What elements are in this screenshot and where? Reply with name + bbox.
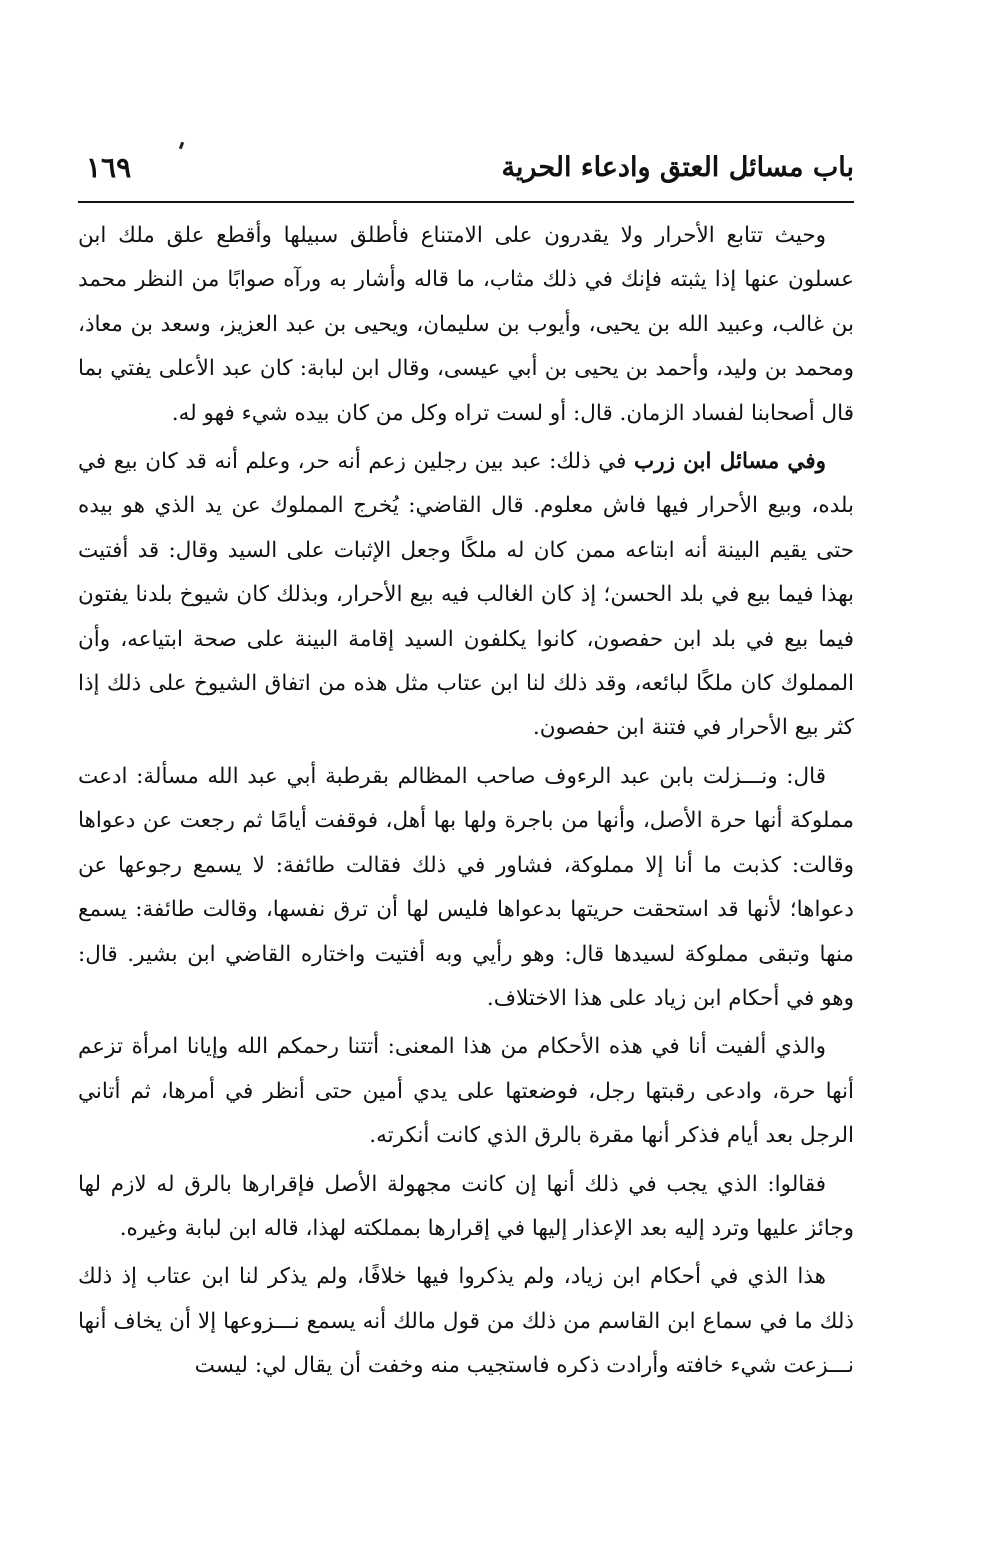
body-text xyxy=(78,214,854,1393)
paragraph-2 xyxy=(78,440,854,751)
paragraph-2-text: في ذلك: عبد بين رجلين زعم أنه حر، وعلم أنه قد كان بيع في بلده، وبيع الأحرار فيها فاش معلوم. قال القاضي: يُخرج المملوك عن يد الذي هو بيده حتى يقيم البينة أنه ابتاعه ممن كان له ملكًا وجعل الإثبات على السيد وقال: قد أفتيت بهذا فيما بيع في بلد الحسن؛ إذ كان الغالب فيه بيع الأحرار، وبذلك كان شيوخ بلدنا يفتون فيما بيع في بلد ابن حفصون، كانوا يكلفون السيد إقامة البينة على صحة ابتياعه، وأن المملوك كان ملكًا لبائعه، وقد ذلك لنا ابن عتاب مثل هذه من اتفاق الشيوخ على ذلك إذا كثر بيع الأحرار في فتنة ابن حفصون. xyxy=(78,449,854,741)
paragraph-4 xyxy=(78,1025,854,1158)
paragraph-3 xyxy=(78,755,854,1021)
paragraph-1 xyxy=(78,214,854,436)
paragraph-6 xyxy=(78,1255,854,1388)
paragraph-3-text: قال: ونـــزلت بابن عبد الرءوف صاحب المظالم بقرطبة أبي عبد الله مسألة: ادعت مملوكة أنها حرة الأصل، وأنها من باجرة ولها بها أهل، فوقفت أيامًا ثم رجعت عن دعواها وقالت: كذبت ما أنا إلا مملوكة، فشاور في ذلك فقالت طائفة: لا يسمع رجوعها عن دعواها؛ لأنها قد استحقت حريتها بدعواها فليس لها أن ترق نفسها، وقالت طائفة: يسمع منها وتبقى مملوكة لسيدها قال: وهو رأيي وبه أفتيت واختاره القاضي ابن بشير. قال: وهو في أحكام ابن زياد على هذا الاختلاف. xyxy=(78,763,854,1011)
paragraph-6-text: هذا الذي في أحكام ابن زياد، ولم يذكروا فيها خلافًا، ولم يذكر لنا ابن عتاب إذ ذلك ذلك ما في سماع ابن القاسم من ذلك من قول مالك أنه يسمع نـــزوعها إلا أن يخاف أنها نـــزعت شيء خافته وأرادت ذكره فاستجيب منه وخفت أن يقال لي: ليست xyxy=(78,1264,854,1379)
running-title: باب مسائل العتق وادعاء الحرية xyxy=(501,152,854,183)
paragraph-5 xyxy=(78,1163,854,1252)
paragraph-2-lead: وفي مسائل ابن زرب xyxy=(633,449,826,475)
paragraph-4-text: والذي ألفيت أنا في هذه الأحكام من هذا المعنى: أتتنا رحمكم الله وإيانا امرأة تزعم أنها حرة، وادعى رقبتها رجل، فوضعتها على يدي أمين حتى أنظر في أمرها، ثم أتاني الرجل بعد أيام فذكر أنها مقرة بالرق الذي كانت أنكرته. xyxy=(78,1034,854,1149)
header-rule xyxy=(78,201,854,203)
page-number: ١٦٩ xyxy=(86,151,132,184)
paragraph-5-text: فقالوا: الذي يجب في ذلك أنها إن كانت مجهولة الأصل فإقرارها بالرق له لازم لها وجائز عليها وترد إليه بعد الإعذار إليها في إقرارها بمملكته لهذا، قاله ابن لبابة وغيره. xyxy=(78,1171,854,1241)
paragraph-1-text: وحيث تتابع الأحرار ولا يقدرون على الامتناع فأطلق سبيلها وأقطع علق ملك ابن عسلون عنها إذا يثبته فإنك في ذلك مثاب، ما قاله وأشار به ورآه صوابًا من النظر محمد بن غالب، وعبيد الله بن يحيى، وأيوب بن سليمان، ويحيى بن عبد العزيز، وسعد بن معاذ، ومحمد بن وليد، وأحمد بن يحيى بن أبي عيسى، وقال ابن لبابة: كان عبد الأعلى يفتي بما قال أصحابنا لفساد الزمان. قال: أو لست تراه وكل من كان بيده شيء فهو له. xyxy=(78,223,854,426)
page-header xyxy=(78,148,854,198)
